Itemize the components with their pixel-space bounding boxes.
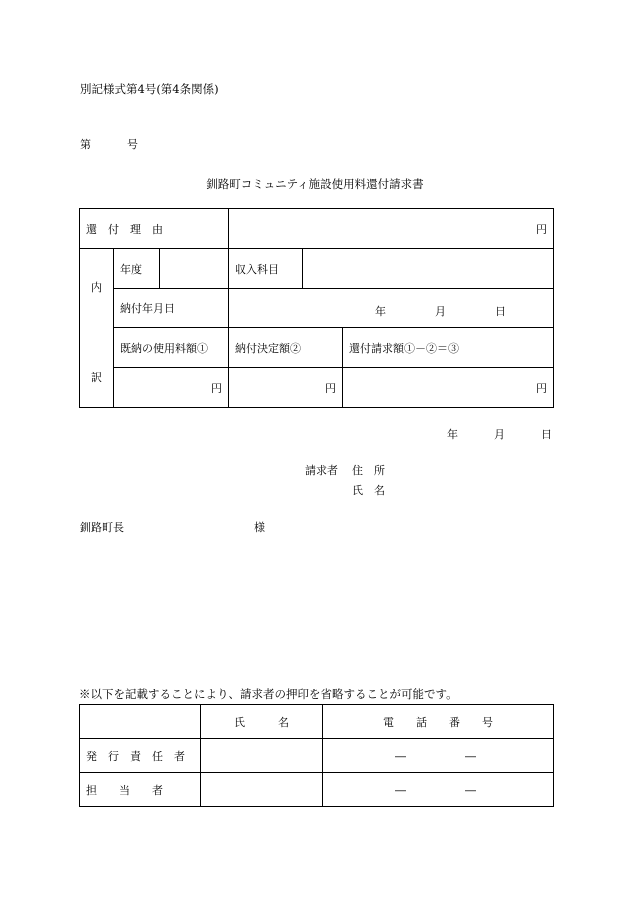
paid-fee-label: 既納の使用料額① <box>114 328 229 368</box>
revenue-item-field[interactable] <box>303 249 554 289</box>
date-day: 日 <box>541 428 552 441</box>
breakdown-label <box>80 249 114 408</box>
claimant-address-label: 住 所 <box>352 464 385 477</box>
payment-date-month: 月 <box>435 305 446 318</box>
col-phone-header: 電 話 番 号 <box>323 705 554 739</box>
staff-label: 担 当 者 <box>80 773 201 807</box>
contact-table <box>79 704 554 807</box>
payment-decision-field[interactable] <box>229 368 343 408</box>
paid-fee-field[interactable] <box>114 368 229 408</box>
issuer-name-field[interactable] <box>201 739 323 773</box>
document-number-suffix: 号 <box>127 138 138 151</box>
addressee: 釧路町長 <box>80 521 124 534</box>
fiscal-year-label: 年度 <box>114 249 160 289</box>
payment-date-year: 年 <box>375 305 386 318</box>
contact-header-blank <box>80 705 201 739</box>
payment-date-field[interactable] <box>229 289 554 328</box>
phone-dash: ― <box>465 750 476 763</box>
staff-phone-field[interactable] <box>323 773 554 807</box>
revenue-item-label: 収入科目 <box>229 249 303 289</box>
issuer-label: 発 行 責 任 者 <box>80 739 201 773</box>
phone-dash: ― <box>465 784 476 797</box>
refund-amount-field[interactable] <box>343 368 554 408</box>
refund-reason-field[interactable] <box>229 209 554 249</box>
payment-date-day: 日 <box>495 305 506 318</box>
document-title: 釧路町コミュニティ施設使用料還付請求書 <box>206 177 424 191</box>
staff-name-field[interactable] <box>201 773 323 807</box>
yen-unit: 円 <box>536 222 547 236</box>
payment-date-label: 納付年月日 <box>114 289 229 328</box>
phone-dash: ― <box>395 750 406 763</box>
yen-unit: 円 <box>536 381 547 395</box>
phone-dash: ― <box>395 784 406 797</box>
issuer-phone-field[interactable] <box>323 739 554 773</box>
col-name-header: 氏 名 <box>201 705 323 739</box>
yen-unit: 円 <box>211 381 222 395</box>
date-month: 月 <box>494 428 505 441</box>
claimant-name-label: 氏 名 <box>352 484 385 497</box>
breakdown-label-top: 内 <box>91 281 102 294</box>
form-reference: 別記様式第4号(第4条関係) <box>80 82 219 96</box>
seal-omission-note: ※以下を記載することにより、請求者の押印を省略することが可能です。 <box>79 687 458 701</box>
claimant-label: 請求者 <box>305 464 338 477</box>
addressee-honorific: 様 <box>254 521 265 534</box>
breakdown-label-bottom: 訳 <box>91 371 102 384</box>
refund-amount-label: 還付請求額①－②＝③ <box>343 328 554 368</box>
fiscal-year-field[interactable] <box>160 249 229 289</box>
refund-reason-label: 還 付 理 由 <box>80 209 229 249</box>
yen-unit: 円 <box>325 381 336 395</box>
payment-decision-label: 納付決定額② <box>229 328 343 368</box>
document-number-prefix: 第 <box>80 138 91 151</box>
date-year: 年 <box>447 428 458 441</box>
refund-claim-table <box>79 208 554 408</box>
